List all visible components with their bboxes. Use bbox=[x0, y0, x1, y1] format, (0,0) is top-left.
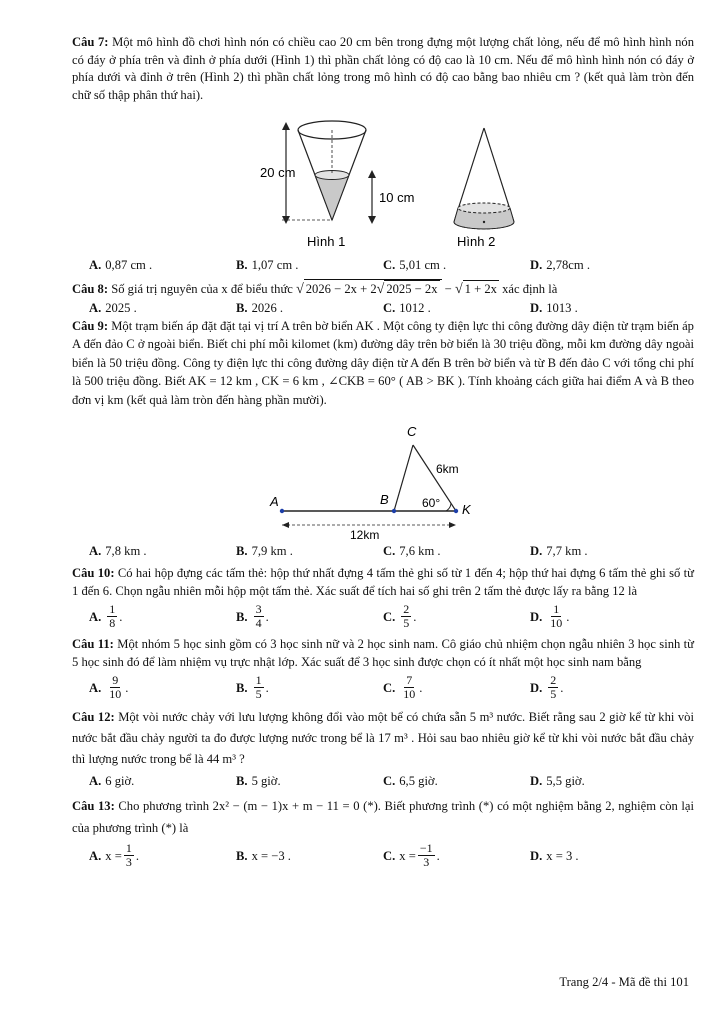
fraction bbox=[254, 674, 264, 701]
option-letter: A. bbox=[89, 544, 102, 558]
option-c[interactable]: C. $\frac{2}{5}$ . bbox=[383, 602, 417, 630]
cone-height-label: 20 cm bbox=[260, 165, 296, 180]
point-k bbox=[454, 509, 458, 513]
option-letter: C. bbox=[383, 544, 396, 558]
point-b bbox=[392, 509, 396, 513]
option-b[interactable] bbox=[236, 257, 383, 273]
fraction bbox=[548, 674, 558, 701]
option-text: 7,7 km . bbox=[546, 544, 588, 558]
option-text: 2,78cm . bbox=[546, 258, 590, 272]
radical-outer-expr: 2026 − 2x + 2 bbox=[305, 282, 377, 296]
question-9-label: Câu 9: bbox=[72, 318, 109, 333]
cone-upright bbox=[454, 128, 514, 229]
numerator: −1 bbox=[419, 841, 433, 855]
question-12 bbox=[72, 707, 694, 770]
option-b[interactable] bbox=[236, 773, 383, 789]
radical-inner: 2025 − 2x bbox=[384, 280, 439, 299]
option-text: 0,87 cm . bbox=[105, 258, 153, 272]
numerator: 1 bbox=[109, 602, 116, 616]
denominator: 8 bbox=[109, 616, 116, 630]
option-text: x = 3 . bbox=[546, 848, 579, 863]
option-text: x = −3 . bbox=[251, 848, 291, 863]
question-8-text-after: xác định là bbox=[502, 282, 558, 296]
option-c[interactable] bbox=[383, 257, 530, 273]
option-letter: D. bbox=[530, 848, 543, 863]
option-letter: B. bbox=[236, 774, 248, 788]
cone-inverted bbox=[282, 121, 376, 224]
option-b[interactable] bbox=[236, 300, 383, 316]
fraction bbox=[254, 603, 264, 630]
option-a[interactable] bbox=[89, 257, 236, 273]
figure-1-caption: Hình 1 bbox=[307, 234, 346, 249]
cone-figure bbox=[252, 114, 522, 254]
option-a[interactable] bbox=[89, 300, 236, 316]
option-b[interactable]: B. $\frac{1}{5}$ . bbox=[236, 673, 269, 701]
question-8-label: Câu 8: bbox=[72, 282, 109, 296]
option-letter: D. bbox=[530, 609, 543, 624]
question-7-text: Một mô hình đồ chơi hình nón có chiều cao 20 cm bên trong đựng một lượng chất lỏng, nếu để mô hình hình nón có đáy ở phía trên và đỉnh ở phía dưới (Hình 1) thì phần chất lỏng có độ cao là 10 cm. Nếu để mô hình hình nón có đáy ở phía dưới và đỉnh ở trên (Hình 2) thì phần chất lỏng trong mô hình có độ cao bằng bao nhiêu cm ? (kết quả làm tròn đến chữ số thập phân thứ hai). bbox=[72, 35, 694, 102]
label-c: C bbox=[407, 424, 417, 439]
point-a bbox=[280, 509, 284, 513]
label-angle: 60° bbox=[422, 496, 441, 510]
denominator: 4 bbox=[255, 616, 262, 630]
option-a[interactable]: A. $\frac{9}{10}$ . bbox=[89, 673, 129, 701]
option-letter: C. bbox=[383, 680, 396, 695]
denominator: 5 bbox=[550, 687, 557, 701]
option-c[interactable] bbox=[383, 543, 530, 559]
option-letter: C. bbox=[383, 609, 396, 624]
option-letter: A. bbox=[89, 774, 102, 788]
figure-2-caption: Hình 2 bbox=[457, 234, 496, 249]
question-10 bbox=[72, 565, 694, 600]
question-9-text: Một trạm biến áp đặt đặt tại vị trí A trên bờ biển AK . Một công ty điện lực thi công đường dây điện từ trạm biến áp A đến đảo C ở ngoài biển. Biết chi phí mỗi kilomet (km) đường dây trên bờ biển là 30 triệu đồng, mỗi km đường dây ngoài biển là 50 triệu đồng. Công ty điện lực thi công đường dây điện từ A đến B trên bờ biển và từ B đến đảo C với tổng chi phí là 500 triệu đồng. Biết AK = 12 km , CK = 6 km , ∠CKB = 60° ( AB > BK ). Tính khoảng cách giữa hai điểm A và B theo đơn vị km (kết quả làm tròn đến hàng phần mười). bbox=[72, 318, 694, 407]
option-a[interactable] bbox=[89, 773, 236, 789]
option-a[interactable]: A. $\frac{1}{8}$ . bbox=[89, 602, 123, 630]
option-letter: D. bbox=[530, 258, 543, 272]
radical-outer: 2026 − 2x + 2√ 2025 − 2x bbox=[304, 279, 442, 299]
fraction bbox=[418, 842, 435, 869]
question-7-options bbox=[89, 257, 694, 273]
question-13-options bbox=[89, 842, 694, 869]
coast-figure bbox=[268, 415, 498, 541]
option-letter: C. bbox=[383, 848, 396, 863]
option-letter: B. bbox=[236, 609, 248, 624]
question-13 bbox=[72, 795, 694, 839]
option-letter: D. bbox=[530, 300, 543, 315]
numerator: 2 bbox=[403, 602, 410, 616]
option-d[interactable] bbox=[530, 543, 677, 559]
question-8: Câu 8: Số giá trị nguyên của x để biểu thức √ 2026 − 2x + 2√ 2025 − 2x − √ 1 + 2x xác định là bbox=[72, 279, 694, 299]
option-letter: A. bbox=[89, 848, 102, 863]
option-letter: C. bbox=[383, 774, 396, 788]
denominator: 3 bbox=[423, 855, 430, 869]
option-c[interactable] bbox=[383, 300, 530, 316]
angle-arc bbox=[446, 503, 451, 511]
option-letter: B. bbox=[236, 258, 248, 272]
question-11-label: Câu 11: bbox=[72, 637, 114, 651]
question-9-options bbox=[89, 543, 694, 559]
option-letter: B. bbox=[236, 300, 248, 315]
fraction bbox=[401, 674, 417, 701]
option-text: 7,6 km . bbox=[399, 544, 441, 558]
exam-page bbox=[72, 34, 694, 875]
fraction bbox=[548, 603, 564, 630]
numerator: 1 bbox=[255, 673, 262, 687]
denominator: 10 bbox=[403, 687, 416, 701]
question-9 bbox=[72, 317, 694, 410]
option-prefix: x = bbox=[105, 848, 122, 863]
option-a[interactable] bbox=[89, 543, 236, 559]
option-text: 7,8 km . bbox=[105, 544, 147, 558]
fraction bbox=[107, 603, 117, 630]
question-7-label: Câu 7: bbox=[72, 35, 109, 49]
denominator: 10 bbox=[550, 616, 563, 630]
denominator: 5 bbox=[403, 616, 410, 630]
option-d[interactable] bbox=[530, 773, 677, 789]
question-8-options bbox=[89, 300, 694, 316]
option-b[interactable]: B. $\frac{3}{4}$ . bbox=[236, 602, 269, 630]
question-11-text: Một nhóm 5 học sinh gồm có 3 học sinh nữ và 2 học sinh nam. Cô giáo chủ nhiệm chọn ngẫu nhiên 3 học sinh từ 5 học sinh đó để làm nhiệm vụ trực nhật lớp. Xác suất để 3 học sinh được chọn có ít nhất một học sinh nam bằng bbox=[72, 637, 694, 669]
numerator: 3 bbox=[255, 602, 262, 616]
option-letter: C. bbox=[383, 258, 396, 272]
option-letter: D. bbox=[530, 680, 543, 695]
option-text: 7,9 km . bbox=[251, 544, 293, 558]
fraction bbox=[124, 842, 134, 869]
option-text: 1,07 cm . bbox=[251, 258, 299, 272]
numerator: 2 bbox=[550, 673, 557, 687]
option-text: 5,5 giờ. bbox=[546, 774, 585, 788]
question-11-options bbox=[89, 674, 694, 701]
option-text: 6,5 giờ. bbox=[399, 774, 438, 788]
option-c[interactable]: C. x = $\frac{-1}{3}$ . bbox=[383, 841, 440, 869]
option-d[interactable] bbox=[530, 842, 677, 869]
option-letter: B. bbox=[236, 848, 248, 863]
fraction bbox=[401, 603, 411, 630]
numerator: 7 bbox=[406, 673, 413, 687]
liquid-height-label: 10 cm bbox=[379, 190, 415, 205]
question-7 bbox=[72, 34, 694, 104]
segment-bc bbox=[394, 445, 413, 511]
label-a: A bbox=[270, 494, 279, 509]
fraction bbox=[107, 674, 123, 701]
option-b[interactable] bbox=[236, 842, 383, 869]
option-a[interactable]: A. x = $\frac{1}{3}$ . bbox=[89, 841, 139, 869]
label-ak: 12km bbox=[350, 528, 380, 541]
option-text: 1012 . bbox=[399, 300, 431, 315]
minus-sign: − bbox=[444, 282, 452, 296]
question-12-text: Một vòi nước chảy với lưu lượng không đổi vào một bể có chứa sẵn 5 m³ nước. Biết rằng sau 2 giờ kể từ khi vòi nước bắt đầu chảy người ta đo được lượng nước trong bể là 17 m³ . Hỏi sau bao nhiêu giờ kể từ khi vòi nước bắt đầu chảy thì lượng nước trong bể là 44 m³ ? bbox=[72, 710, 694, 766]
label-ck: 6km bbox=[436, 462, 459, 476]
question-13-label: Câu 13: bbox=[72, 799, 115, 813]
option-text: 5,01 cm . bbox=[399, 258, 447, 272]
option-letter: A. bbox=[89, 300, 102, 315]
option-text: 2025 . bbox=[105, 300, 137, 315]
option-text: 6 giờ. bbox=[105, 774, 135, 788]
numerator: 9 bbox=[112, 673, 119, 687]
option-text: 2026 . bbox=[251, 300, 284, 315]
option-d[interactable]: D. $\frac{1}{10}$ . bbox=[530, 602, 570, 630]
option-c[interactable] bbox=[383, 773, 530, 789]
option-letter: D. bbox=[530, 774, 543, 788]
option-d[interactable] bbox=[530, 300, 677, 316]
question-10-text: Có hai hộp đựng các tấm thẻ: hộp thứ nhất đựng 4 tấm thẻ ghi số từ 1 đến 4; hộp thứ hai đựng 6 tấm thẻ ghi số từ 1 đến 6. Chọn ngẫu nhiên mỗi hộp một tấm thẻ. Xác suất để tích hai số ghi trên 2 tấm thẻ được lấy ra bằng 12 là bbox=[72, 566, 694, 598]
option-letter: C. bbox=[383, 300, 396, 315]
denominator: 3 bbox=[125, 855, 132, 869]
option-d[interactable] bbox=[530, 257, 677, 273]
question-8-text-before: Số giá trị nguyên của x để biểu thức bbox=[111, 282, 293, 296]
option-letter: A. bbox=[89, 609, 102, 624]
label-b: B bbox=[380, 492, 389, 507]
label-k: K bbox=[462, 502, 471, 517]
option-letter: A. bbox=[89, 680, 102, 695]
option-letter: D. bbox=[530, 544, 543, 558]
denominator: 5 bbox=[255, 687, 262, 701]
option-prefix: x = bbox=[399, 848, 416, 863]
denominator: 10 bbox=[109, 687, 122, 701]
numerator: 1 bbox=[553, 602, 560, 616]
radical-second: 1 + 2x bbox=[463, 280, 499, 299]
numerator: 1 bbox=[125, 841, 132, 855]
option-c[interactable]: C. $\frac{7}{10}$ . bbox=[383, 673, 423, 701]
question-10-label: Câu 10: bbox=[72, 566, 115, 580]
page-footer: Trang 2/4 - Mã đề thi 101 bbox=[559, 975, 689, 989]
option-b[interactable] bbox=[236, 543, 383, 559]
option-d[interactable]: D. $\frac{2}{5}$ . bbox=[530, 673, 564, 701]
question-10-options bbox=[89, 603, 694, 630]
option-letter: A. bbox=[89, 258, 102, 272]
question-13-text: Cho phương trình 2x² − (m − 1)x + m − 11 = 0 (*). Biết phương trình (*) có một nghiệm bằng 2, nghiệm còn lại của phương trình (*) là bbox=[72, 799, 694, 835]
question-11 bbox=[72, 636, 694, 671]
question-12-options bbox=[89, 773, 694, 789]
option-text: 5 giờ. bbox=[251, 774, 281, 788]
option-text: 1013 . bbox=[546, 300, 578, 315]
option-letter: B. bbox=[236, 544, 248, 558]
question-12-label: Câu 12: bbox=[72, 710, 115, 724]
option-letter: B. bbox=[236, 680, 248, 695]
